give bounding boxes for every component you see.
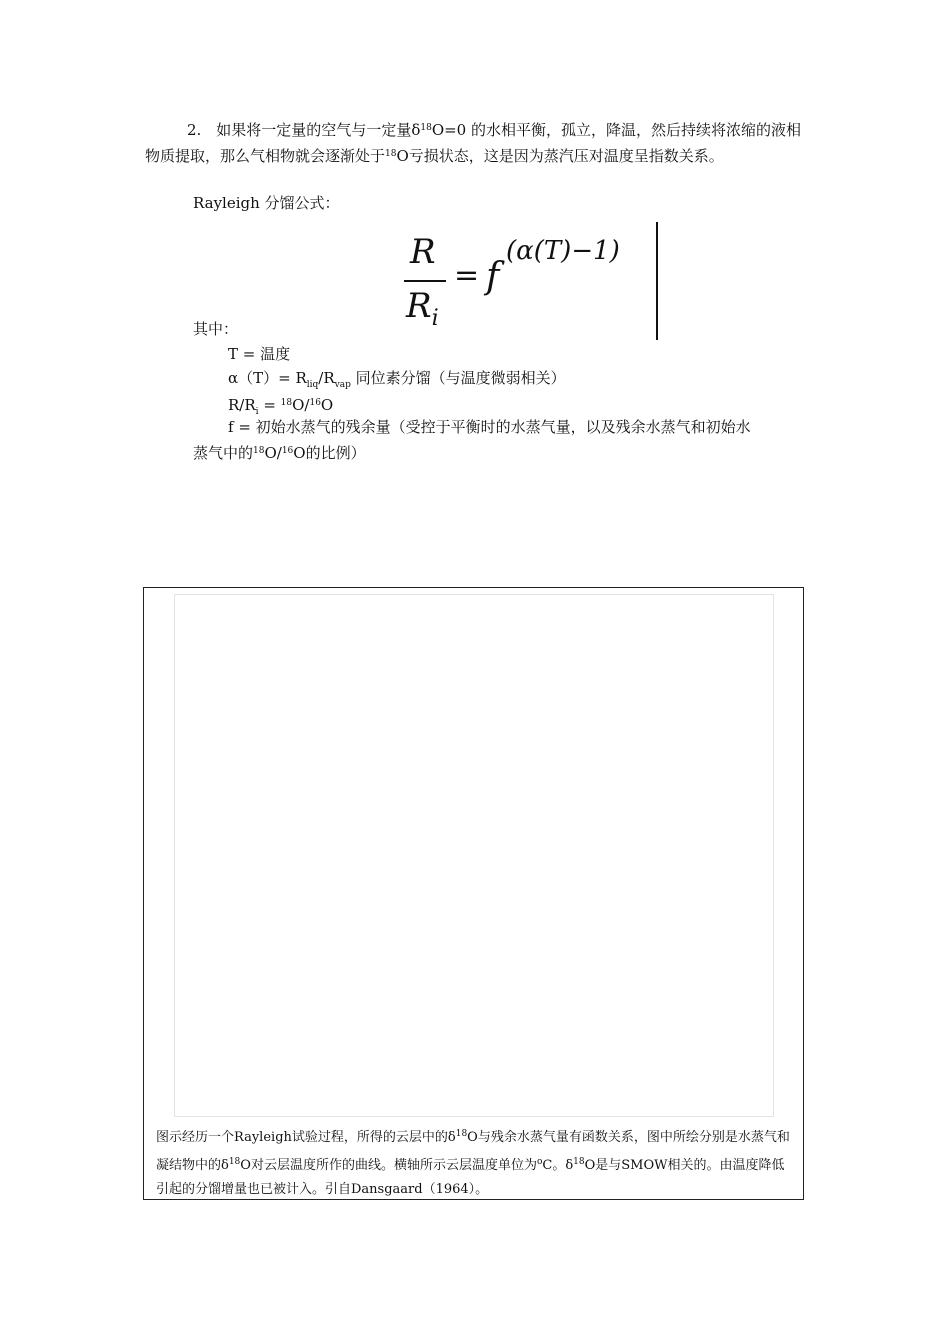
- paragraph-text: O=0 的水相平衡，孤立，降温，然后持续将浓缩的液相物质提取，那么气相物就会逐渐处于: [145, 121, 801, 165]
- superscript: 18: [420, 123, 432, 133]
- subscript: vap: [334, 380, 351, 390]
- definition-text: /R: [318, 369, 335, 387]
- definition-text: O/: [264, 444, 282, 462]
- rayleigh-formula: [400, 228, 660, 338]
- definition-f: f = 初始水蒸气的残余量（受控于平衡时的水蒸气量，以及残余水蒸气和初始水: [228, 418, 751, 436]
- denominator-subscript: i: [431, 306, 439, 331]
- caption-text: 图示经历一个Rayleigh试验过程，所得的云层中的δ: [156, 1130, 456, 1145]
- superscript: 16: [309, 398, 321, 408]
- formula-equals: =: [454, 258, 480, 293]
- definition-text: O的比例）: [293, 444, 366, 462]
- superscript: o: [536, 1157, 543, 1167]
- formula-numerator: R: [410, 232, 436, 272]
- caption-text: O是与SMOW相关的。由温度降低引起的分馏增量也已被计入。引自Dansgaard（1964）。: [156, 1158, 785, 1197]
- where-label: 其中：: [193, 320, 239, 338]
- definition-text: 同位素分馏（与温度微弱相关）: [350, 369, 566, 387]
- paragraph-text: O亏损状态，这是因为蒸汽压对温度呈指数关系。: [396, 147, 724, 165]
- caption-text: O对云层温度所作的曲线。横轴所示云层温度单位为: [240, 1158, 537, 1173]
- rayleigh-label: Rayleigh 分馏公式：: [193, 194, 340, 212]
- subscript: liq: [306, 380, 319, 390]
- superscript: 18: [253, 446, 265, 456]
- figure-image: [174, 594, 774, 1117]
- superscript: 18: [228, 1157, 241, 1167]
- definition-text: R/R: [228, 396, 256, 414]
- caption-text: O与残余水蒸气量有函数关系，图中所绘分别是水蒸气和凝结物中的δ: [156, 1130, 790, 1173]
- subscript: i: [255, 407, 259, 417]
- definition-text: =: [258, 396, 281, 414]
- caption-text: C。δ: [542, 1158, 574, 1173]
- definition-t: T = 温度: [228, 345, 291, 363]
- superscript: 18: [573, 1157, 585, 1167]
- superscript: 18: [385, 149, 397, 159]
- figure-caption: [156, 1122, 796, 1202]
- definition-f-continued: [193, 440, 366, 464]
- definition-text: 蒸气中的: [193, 444, 254, 462]
- denominator-base: R: [406, 286, 432, 326]
- text-cursor-bar: [656, 222, 658, 340]
- definition-text: α（T）= R: [228, 369, 307, 387]
- paragraph-text: 2. 如果将一定量的空气与一定量δ: [187, 121, 421, 139]
- formula-denominator: [406, 286, 439, 331]
- superscript: 18: [455, 1129, 468, 1139]
- intro-paragraph: [145, 116, 810, 168]
- definition-text: O: [320, 396, 334, 414]
- superscript: 16: [281, 446, 294, 456]
- superscript: 18: [280, 398, 293, 408]
- definition-text: O/: [292, 396, 310, 414]
- figure-box: [143, 587, 804, 1200]
- fraction-bar: [404, 280, 446, 282]
- formula-exponent: (α(T)−1): [506, 236, 620, 266]
- formula-base: f: [486, 256, 500, 297]
